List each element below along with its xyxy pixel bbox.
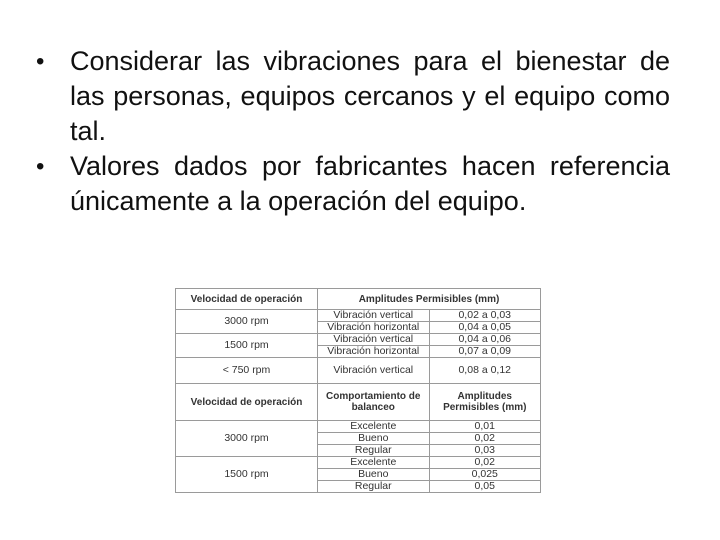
vibration-table (175, 288, 541, 493)
speed-cell: 3000 rpm (176, 421, 318, 457)
desc-cell: Vibración vertical (318, 358, 430, 384)
bullet-text: Considerar las vibraciones para el bienestar de las personas, equipos cercanos y el equipo como tal. (70, 46, 670, 146)
value-cell: 0,02 (429, 433, 541, 445)
value-cell: 0,03 (429, 445, 541, 457)
table-row (176, 358, 541, 384)
desc-cell: Regular (318, 445, 430, 457)
table-row (176, 421, 541, 433)
desc-cell: Excelente (318, 421, 430, 433)
value-cell: 0,02 a 0,03 (429, 310, 541, 322)
speed-cell: 1500 rpm (176, 334, 318, 358)
desc-cell: Vibración vertical (318, 334, 430, 346)
value-cell: 0,04 a 0,06 (429, 334, 541, 346)
value-cell: 0,02 (429, 457, 541, 469)
balance-header-row (176, 384, 541, 421)
value-cell: 0,01 (429, 421, 541, 433)
bullet-text: Valores dados por fabricantes hacen referencia únicamente a la operación del equipo. (70, 151, 670, 216)
bullet-item (36, 149, 670, 219)
desc-cell: Vibración horizontal (318, 322, 430, 334)
header-speed: Velocidad de operación (176, 384, 318, 421)
value-cell: 0,025 (429, 469, 541, 481)
desc-cell: Bueno (318, 469, 430, 481)
header-amplitudes: Amplitudes Permisibles (mm) (318, 289, 541, 310)
amplitude-header-row (176, 289, 541, 310)
table-row (176, 457, 541, 469)
bullet-dot-icon: • (36, 48, 45, 75)
desc-cell: Bueno (318, 433, 430, 445)
bullet-list (36, 44, 670, 219)
desc-cell: Regular (318, 481, 430, 493)
value-cell: 0,05 (429, 481, 541, 493)
speed-cell: 3000 rpm (176, 310, 318, 334)
table-row (176, 310, 541, 322)
value-cell: 0,04 a 0,05 (429, 322, 541, 334)
header-amplitudes: Amplitudes Permisibles (mm) (429, 384, 541, 421)
desc-cell: Vibración horizontal (318, 346, 430, 358)
header-speed: Velocidad de operación (176, 289, 318, 310)
table-row (176, 334, 541, 346)
bullet-item (36, 44, 670, 149)
value-cell: 0,08 a 0,12 (429, 358, 541, 384)
bullet-dot-icon: • (36, 153, 45, 180)
speed-cell: 1500 rpm (176, 457, 318, 493)
desc-cell: Excelente (318, 457, 430, 469)
desc-cell: Vibración vertical (318, 310, 430, 322)
speed-cell: < 750 rpm (176, 358, 318, 384)
value-cell: 0,07 a 0,09 (429, 346, 541, 358)
header-balance: Comportamiento de balanceo (318, 384, 430, 421)
